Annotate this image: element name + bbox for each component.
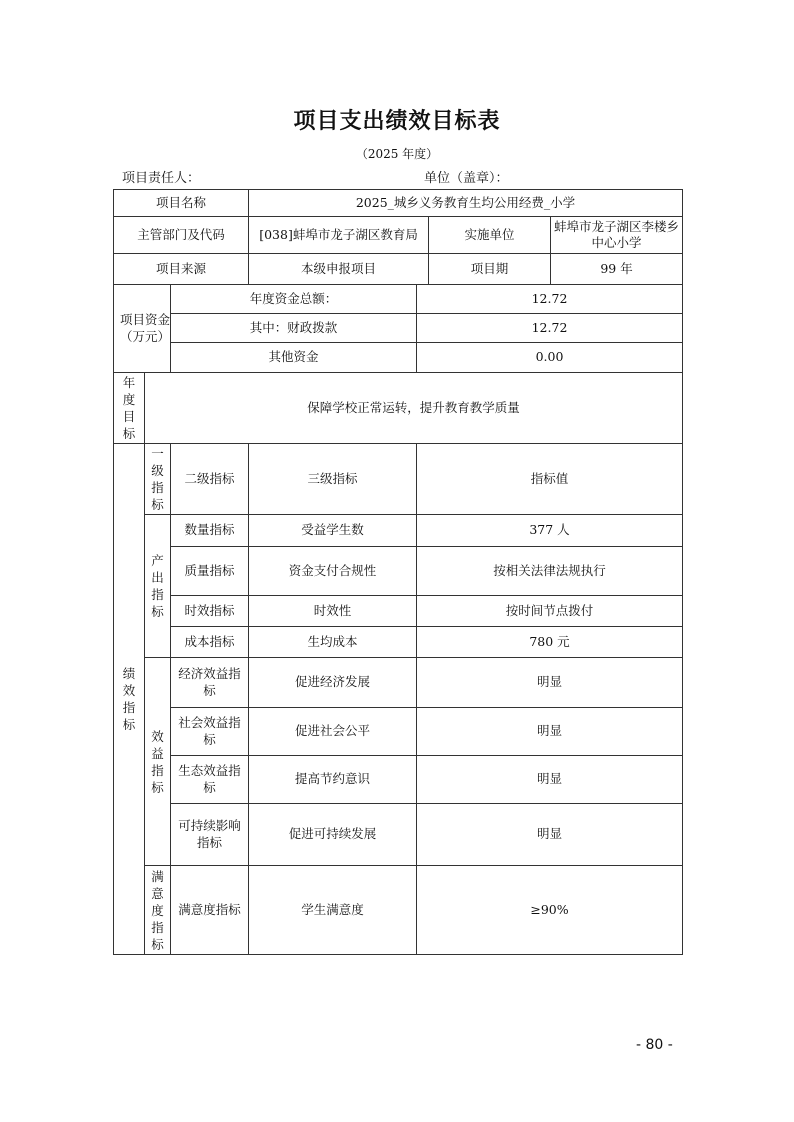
funds-label-text: 项目资金（万元） (119, 312, 170, 344)
effect-label (145, 658, 171, 866)
unit-label: 单位（盖章）： (424, 171, 509, 186)
perf-label (114, 444, 145, 955)
level2-header: 二级指标 (171, 444, 249, 515)
source-label: 项目来源 (114, 254, 249, 285)
year-label: （2025 年度） (355, 147, 439, 161)
period-value: 99 年 (600, 260, 633, 276)
funds-fiscal-label: 其中：财政拨款 (171, 314, 417, 343)
output-l2: 数量指标 (171, 515, 249, 547)
project-name-value: 2025_城乡义务教育生均公用经费_小学 (249, 190, 683, 217)
page-number: - 80 - (636, 1037, 673, 1053)
output-value: 按时间节点拨付 (417, 596, 683, 627)
source-subtable (249, 254, 682, 284)
effect-value: 明显 (417, 804, 683, 866)
table-row (114, 515, 683, 547)
effect-l2: 社会效益指标 (171, 708, 249, 756)
funds-fiscal-value: 12.72 (417, 314, 683, 343)
impl-value: 蚌埠市龙子湖区李楼乡中心小学 (554, 218, 680, 250)
goal-text: 保障学校正常运转，提升教育教学质量 (145, 373, 683, 444)
project-name-label: 项目名称 (114, 190, 249, 217)
satisfaction-label (145, 866, 171, 955)
output-value: 377 人 (417, 515, 683, 547)
effect-l3: 促进社会公平 (249, 708, 417, 756)
satisfaction-value: ≥90% (417, 866, 683, 955)
output-l2: 质量指标 (171, 547, 249, 596)
output-l3: 受益学生数 (249, 515, 417, 547)
dept-label: 主管部门及代码 (114, 217, 249, 254)
output-label (145, 515, 171, 658)
goal-label-text: 年度目标 (122, 375, 136, 441)
funds-total-value: 12.72 (417, 285, 683, 314)
source-value: 本级申报项目 (249, 254, 429, 284)
period-label: 项目期 (429, 254, 551, 284)
performance-table (113, 189, 683, 955)
level1-header (145, 444, 171, 515)
impl-label: 实施单位 (429, 217, 551, 253)
satisfaction-l3: 学生满意度 (249, 866, 417, 955)
output-l2: 成本指标 (171, 627, 249, 658)
output-value: 按相关法律法规执行 (417, 547, 683, 596)
dept-subtable (249, 217, 682, 253)
effect-l2: 生态效益指标 (171, 756, 249, 804)
table-row (114, 708, 683, 756)
output-value: 780 元 (417, 627, 683, 658)
funds-other-label: 其他资金 (171, 343, 417, 373)
level3-header: 三级指标 (249, 444, 417, 515)
output-l3: 资金支付合规性 (249, 547, 417, 596)
output-l3: 生均成本 (249, 627, 417, 658)
output-l3: 时效性 (249, 596, 417, 627)
effect-l3: 提高节约意识 (249, 756, 417, 804)
responsible-label: 项目责任人： (122, 171, 201, 186)
funds-total-label: 年度资金总额： (171, 285, 417, 314)
satisfaction-l2: 满意度指标 (171, 866, 249, 955)
effect-value: 明显 (417, 658, 683, 708)
effect-l3: 促进经济发展 (249, 658, 417, 708)
output-l2: 时效指标 (171, 596, 249, 627)
perf-label-text: 绩效指标 (122, 666, 136, 732)
table-row (114, 596, 683, 627)
table-row (114, 866, 683, 955)
funds-label (114, 285, 171, 373)
effect-l3: 促进可持续发展 (249, 804, 417, 866)
effect-value: 明显 (417, 756, 683, 804)
effect-l2: 可持续影响指标 (171, 804, 249, 866)
page-title: 项目支出绩效目标表 (293, 109, 501, 134)
satisfaction-label-text: 满意度指标 (151, 868, 164, 952)
value-header: 指标值 (417, 444, 683, 515)
table-row (114, 658, 683, 708)
output-label-text: 产出指标 (151, 553, 164, 619)
goal-label (114, 373, 145, 444)
effect-value: 明显 (417, 708, 683, 756)
table-row (114, 547, 683, 596)
dept-value: [038]蚌埠市龙子湖区教育局 (249, 217, 429, 253)
table-row (114, 804, 683, 866)
table-row (114, 756, 683, 804)
funds-other-value: 0.00 (417, 343, 683, 373)
table-row (114, 627, 683, 658)
effect-l2: 经济效益指标 (171, 658, 249, 708)
effect-label-text: 效益指标 (151, 728, 164, 795)
level1-header-text: 一级指标 (151, 446, 164, 512)
